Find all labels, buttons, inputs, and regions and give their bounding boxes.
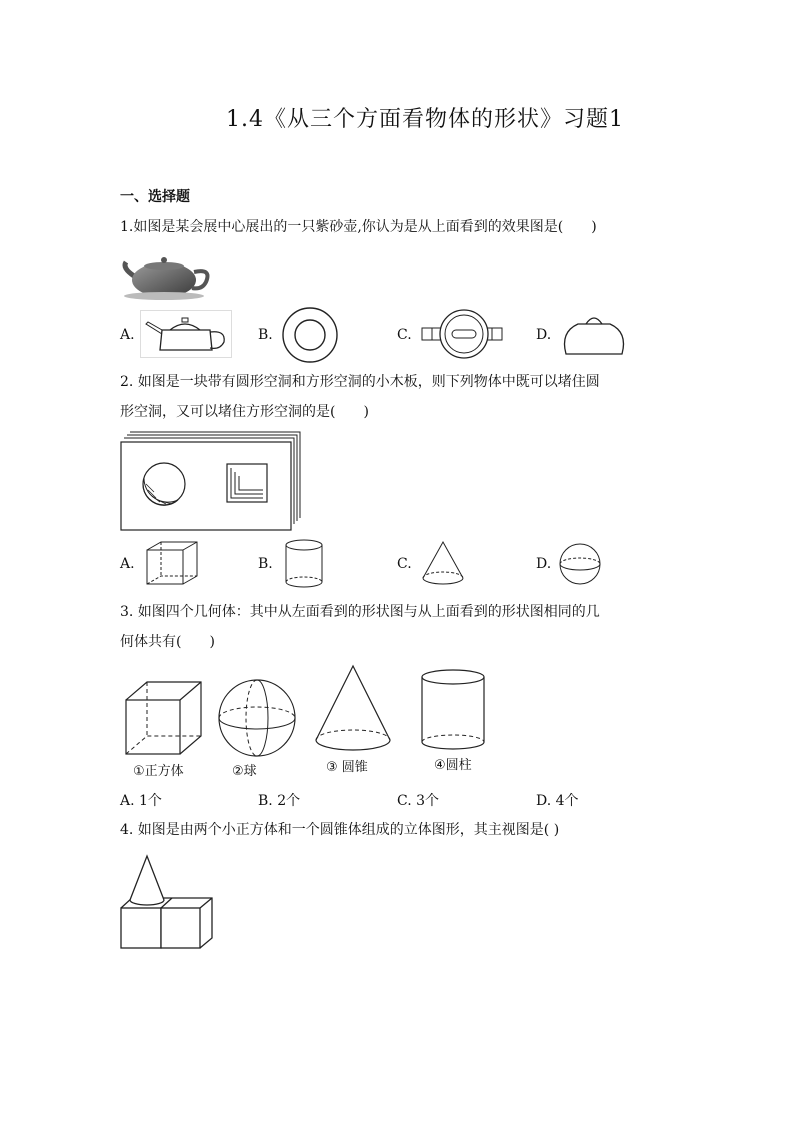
question-4-text: 4. 如图是由两个小正方体和一个圆锥体组成的立体图形，其主视图是( )	[120, 822, 560, 838]
q1-option-b-image	[281, 306, 339, 364]
q2-option-d-sphere	[558, 542, 602, 586]
q2-option-a-cube	[145, 540, 201, 586]
solid-cone	[314, 664, 394, 754]
solid-sphere	[217, 678, 299, 760]
cone-caption: ③ 圆锥	[326, 760, 368, 775]
q2-option-b[interactable]: B.	[258, 556, 273, 572]
q1-option-a-image	[140, 310, 232, 358]
section-heading: 一、选择题	[120, 189, 190, 205]
q2-option-a[interactable]: A.	[120, 556, 135, 572]
solid-cylinder	[420, 668, 486, 752]
q2-option-d[interactable]: D.	[536, 556, 552, 572]
cube-caption: ①正方体	[133, 764, 184, 779]
page-title: 1.4《从三个方面看物体的形状》习题1	[226, 107, 624, 132]
q2-option-b-cylinder	[283, 538, 325, 590]
wooden-board-figure	[120, 432, 305, 532]
question-3-line-1: 3. 如图四个几何体：其中从左面看到的形状图与从上面看到的形状图相同的几	[120, 604, 600, 620]
cylinder-caption: ④圆柱	[434, 758, 472, 773]
question-3-line-2: 何体共有( )	[120, 634, 215, 650]
q3-option-b[interactable]: B. 2个	[258, 793, 301, 809]
q1-option-c-image	[422, 306, 502, 364]
teapot-photo	[120, 246, 215, 301]
q3-option-a[interactable]: A. 1个	[120, 793, 162, 809]
q1-option-a[interactable]: A.	[120, 327, 135, 343]
q1-option-b[interactable]: B.	[258, 327, 273, 343]
solid-cube	[125, 680, 205, 756]
question-2-line-1: 2. 如图是一块带有圆形空洞和方形空洞的小木板，则下列物体中既可以堵住圆	[120, 374, 600, 390]
question-2-line-2: 形空洞，又可以堵住方形空洞的是( )	[120, 404, 369, 420]
q2-option-c[interactable]: C.	[397, 556, 412, 572]
sphere-caption: ②球	[232, 764, 257, 779]
q3-option-d[interactable]: D. 4个	[536, 793, 579, 809]
cubes-and-cone-figure	[120, 854, 216, 952]
q2-option-c-cone	[420, 540, 466, 588]
q1-option-c[interactable]: C.	[397, 327, 412, 343]
q1-option-d[interactable]: D.	[536, 327, 552, 343]
q1-option-d-image	[560, 308, 628, 358]
q3-option-c[interactable]: C. 3个	[397, 793, 440, 809]
question-1-text: 1.如图是某会展中心展出的一只紫砂壶,你认为是从上面看到的效果图是( )	[120, 219, 597, 235]
